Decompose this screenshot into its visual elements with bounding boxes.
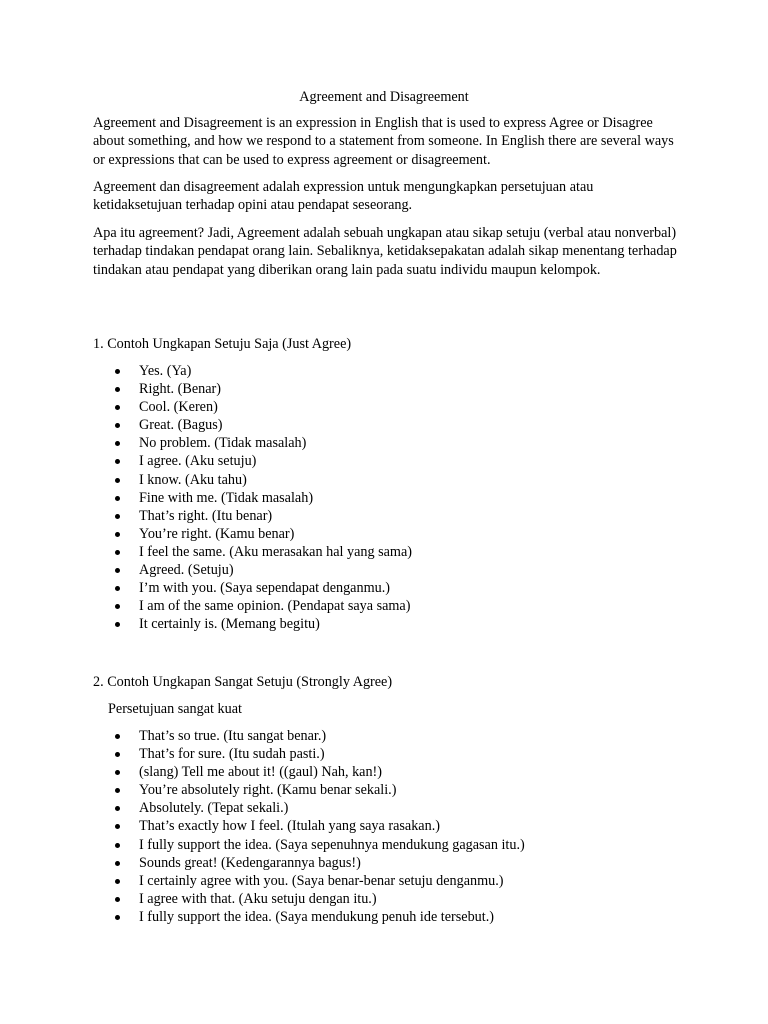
bullet-icon: [115, 586, 120, 591]
list-item: Cool. (Keren): [0, 398, 412, 416]
section1-heading: 1. Contoh Ungkapan Setuju Saja (Just Agree): [93, 336, 352, 352]
bullet-icon: [115, 441, 120, 446]
section2-heading: 2. Contoh Ungkapan Sangat Setuju (Strongly Agree): [93, 674, 393, 690]
list-item: I agree. (Aku setuju): [0, 452, 412, 470]
list-item: I fully support the idea. (Saya mendukung penuh ide tersebut.): [0, 908, 525, 926]
list-item: Absolutely. (Tepat sekali.): [0, 799, 525, 817]
list-item: Great. (Bagus): [0, 416, 412, 434]
agreement-definition-paragraph: Apa itu agreement? Jadi, Agreement adalah sebuah ungkapan atau sikap setuju (verbal atau nonverbal) terhadap tindakan pendapat orang lain. Sebaliknya, ketidaksepakatan adalah sikap menentang terhadap tindakan atau pendapat yang diberikan orang lain pada suatu individu maupun kelompok.: [93, 225, 677, 278]
list-item: I feel the same. (Aku merasakan hal yang sama): [0, 543, 412, 561]
bullet-icon: [115, 879, 120, 884]
section2-subheading: Persetujuan sangat kuat: [108, 701, 242, 717]
bullet-icon: [115, 532, 120, 537]
bullet-icon: [115, 770, 120, 775]
list-item: Sounds great! (Kedengarannya bagus!): [0, 854, 525, 872]
list-item: (slang) Tell me about it! ((gaul) Nah, kan!): [0, 763, 525, 781]
list-item: I am of the same opinion. (Pendapat saya sama): [0, 597, 412, 615]
list-item: I’m with you. (Saya sependapat denganmu.): [0, 579, 412, 597]
bullet-icon: [115, 478, 120, 483]
section2-list: [0, 727, 525, 926]
bullet-icon: [115, 861, 120, 866]
bullet-icon: [115, 604, 120, 609]
bullet-icon: [115, 734, 120, 739]
list-item: Fine with me. (Tidak masalah): [0, 489, 412, 507]
bullet-icon: [115, 897, 120, 902]
intro-paragraph-indonesian: Agreement dan disagreement adalah expression untuk mengungkapkan persetujuan atau ketidaksetujuan terhadap opini atau pendapat seseorang.: [93, 179, 594, 214]
list-item: You’re absolutely right. (Kamu benar sekali.): [0, 781, 525, 799]
bullet-icon: [115, 568, 120, 573]
bullet-icon: [115, 843, 120, 848]
list-item: Agreed. (Setuju): [0, 561, 412, 579]
list-item: It certainly is. (Memang begitu): [0, 615, 412, 633]
list-item: Right. (Benar): [0, 380, 412, 398]
bullet-icon: [115, 405, 120, 410]
bullet-icon: [115, 369, 120, 374]
bullet-icon: [115, 459, 120, 464]
list-item: That’s so true. (Itu sangat benar.): [0, 727, 525, 745]
bullet-icon: [115, 496, 120, 501]
list-item: You’re right. (Kamu benar): [0, 525, 412, 543]
list-item: Yes. (Ya): [0, 362, 412, 380]
bullet-icon: [115, 622, 120, 627]
bullet-icon: [115, 824, 120, 829]
list-item: That’s right. (Itu benar): [0, 507, 412, 525]
bullet-icon: [115, 752, 120, 757]
bullet-icon: [115, 387, 120, 392]
list-item: No problem. (Tidak masalah): [0, 434, 412, 452]
intro-paragraph-english: Agreement and Disagreement is an expression in English that is used to express Agree or Disagree about something, and how we respond to a statement from someone. In English there are several ways or expressions that can be used to express agreement or disagreement.: [93, 115, 674, 168]
bullet-icon: [115, 915, 120, 920]
list-item: I know. (Aku tahu): [0, 471, 412, 489]
list-item: I agree with that. (Aku setuju dengan itu.): [0, 890, 525, 908]
bullet-icon: [115, 806, 120, 811]
list-item: That’s for sure. (Itu sudah pasti.): [0, 745, 525, 763]
list-item: That’s exactly how I feel. (Itulah yang saya rasakan.): [0, 817, 525, 835]
section1-list: [0, 362, 412, 633]
list-item: I certainly agree with you. (Saya benar-benar setuju denganmu.): [0, 872, 525, 890]
bullet-icon: [115, 550, 120, 555]
bullet-icon: [115, 788, 120, 793]
bullet-icon: [115, 514, 120, 519]
list-item: I fully support the idea. (Saya sepenuhnya mendukung gagasan itu.): [0, 836, 525, 854]
document-title: Agreement and Disagreement: [299, 89, 469, 105]
bullet-icon: [115, 423, 120, 428]
